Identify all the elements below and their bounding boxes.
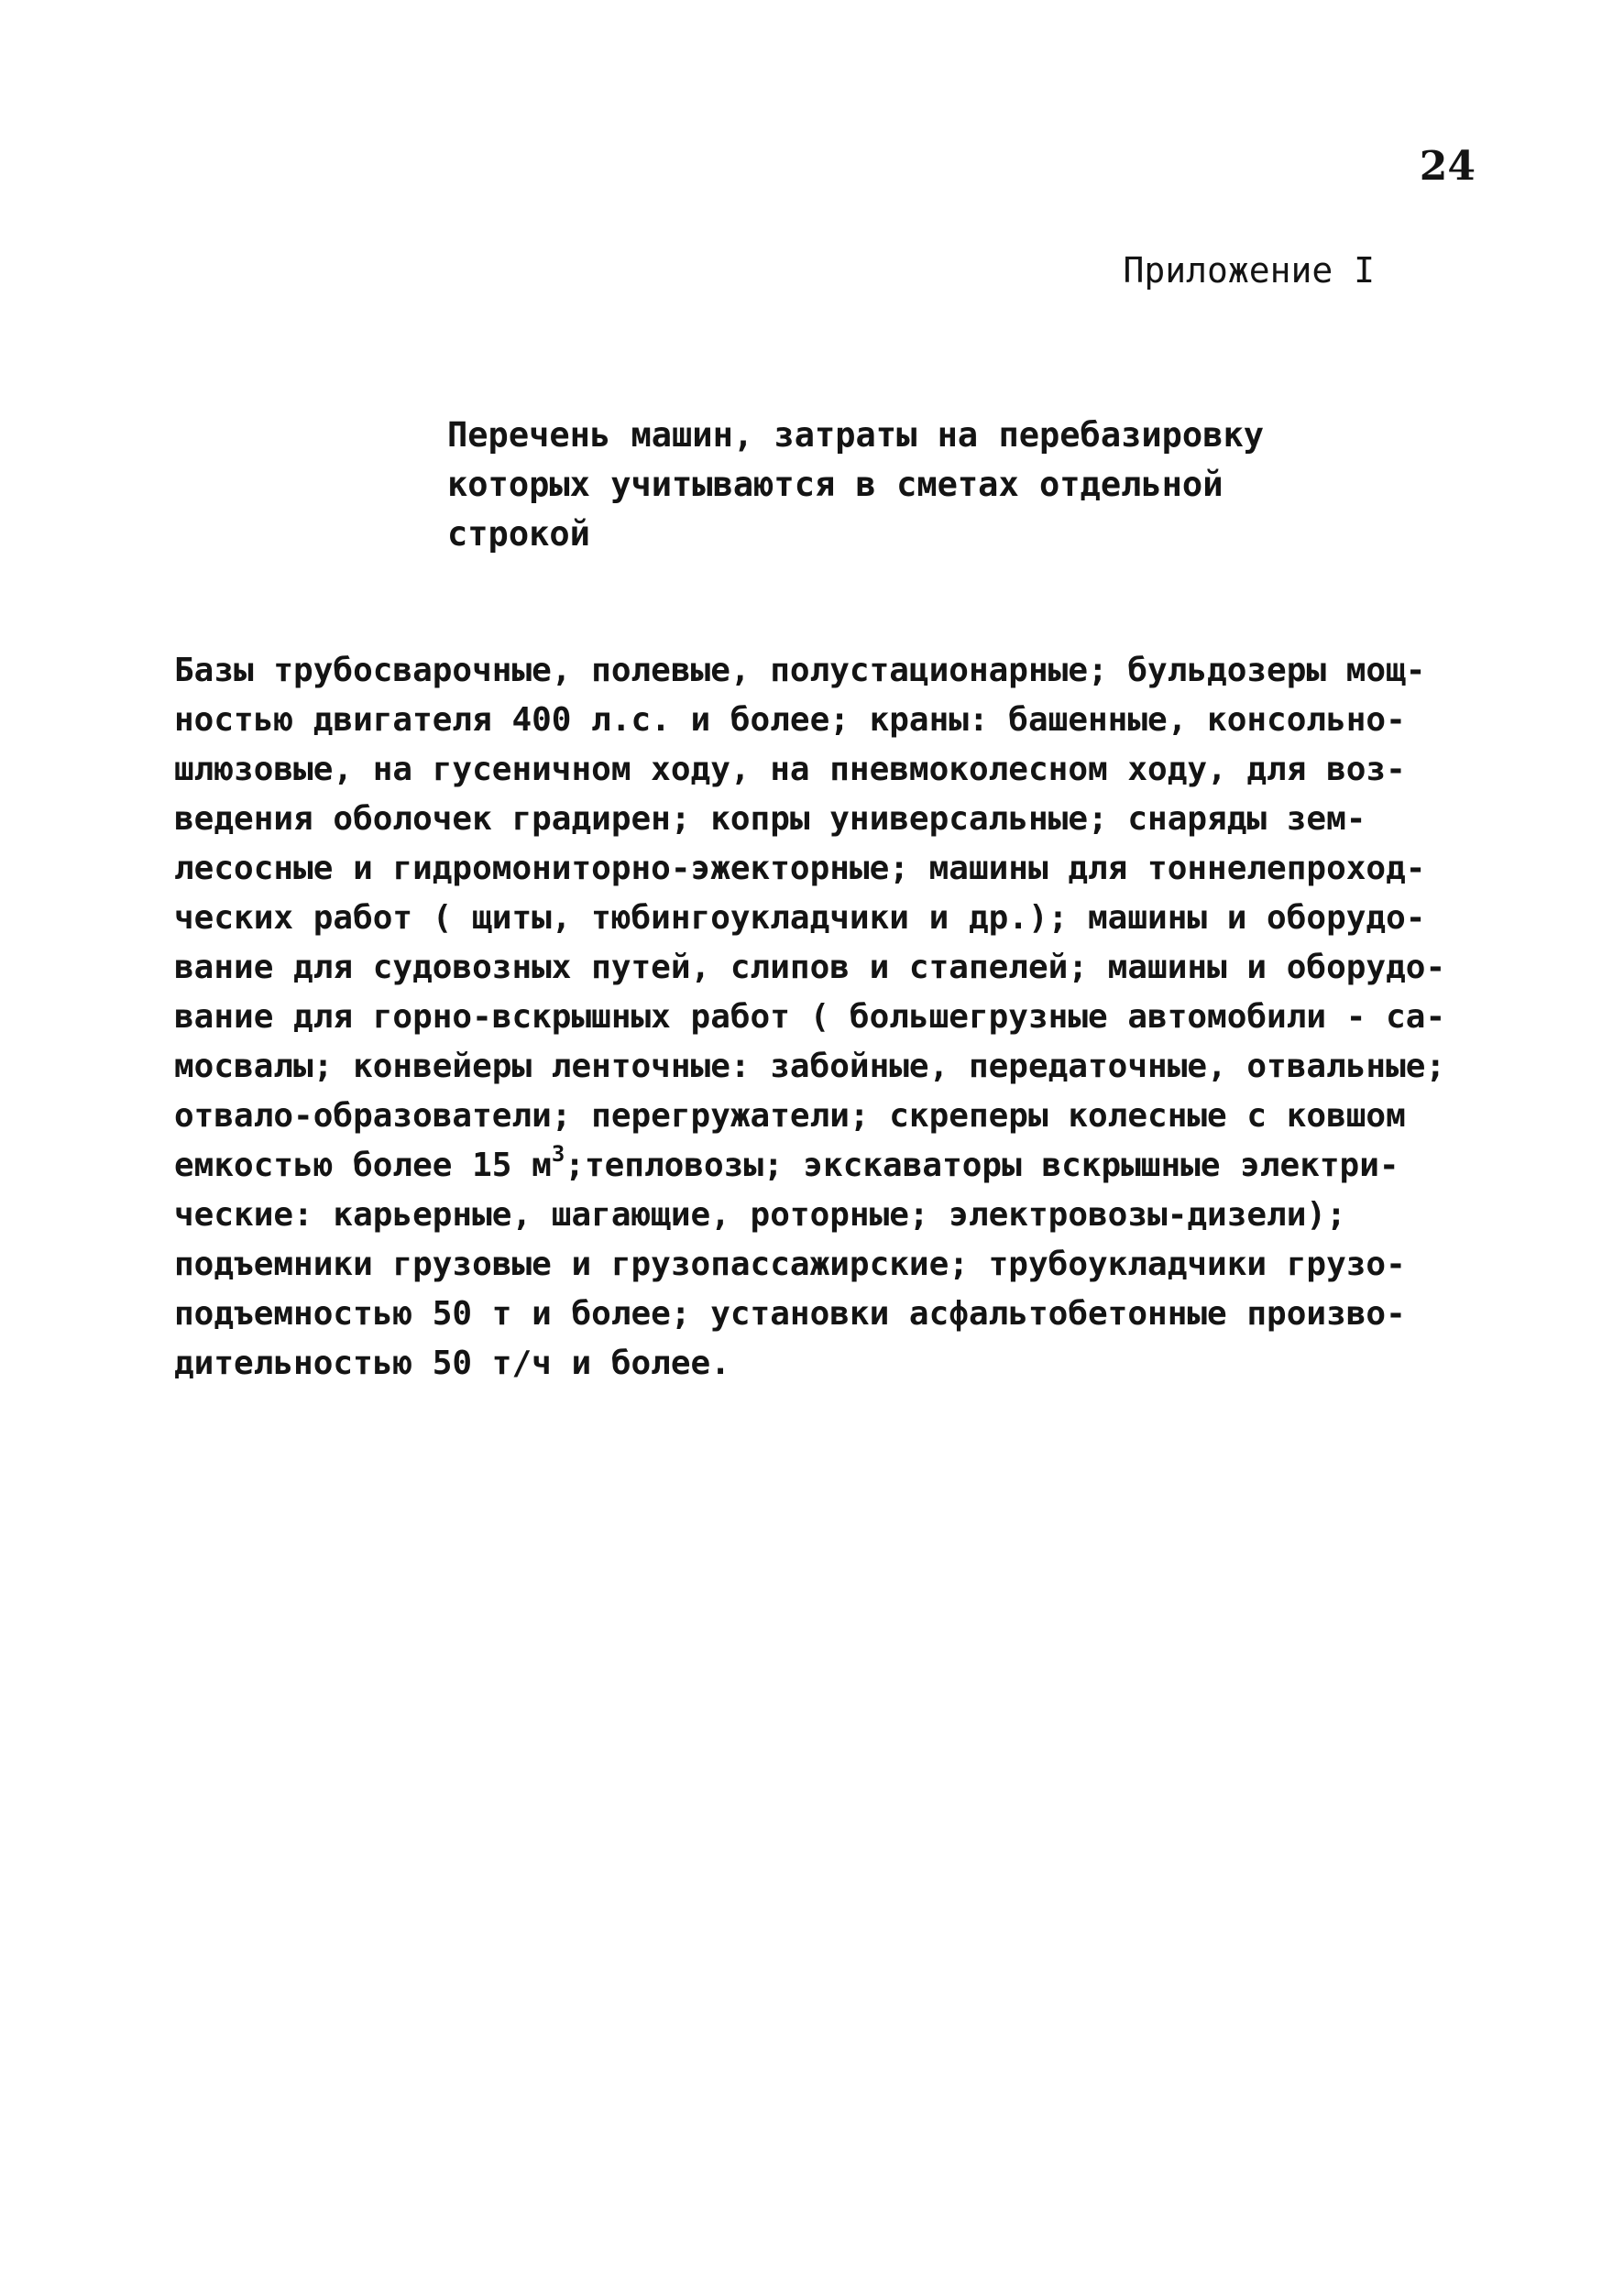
appendix-label: Приложение I — [1123, 250, 1375, 291]
title-line: строкой — [447, 514, 590, 554]
body-line: лесосные и гидромониторно-эжекторные; машины для тоннелепроход- — [174, 850, 1426, 887]
body-line: подъемностью 50 т и более; установки асфальтобетонные произво- — [174, 1295, 1406, 1333]
title-line: Перечень машин, затраты на перебазировку — [447, 415, 1265, 455]
body-line: ческие: карьерные, шагающие, роторные; электровозы-дизели); — [174, 1196, 1346, 1234]
body-paragraph — [174, 646, 1494, 1389]
document-title — [447, 411, 1309, 559]
body-text: ;тепловозы; экскаваторы вскрышные электри- — [565, 1147, 1399, 1184]
body-line: вание для горно-вскрышных работ ( большегрузные автомобили - са- — [174, 998, 1446, 1036]
body-line: отвало-образователи; перегружатели; скреперы колесные с ковшом — [174, 1097, 1406, 1135]
body-line: подъемники грузовые и грузопассажирские; трубоукладчики грузо- — [174, 1246, 1406, 1283]
body-line: ностью двигателя 400 л.с. и более; краны: башенные, консольно- — [174, 701, 1406, 739]
body-line: мосвалы; конвейеры ленточные: забойные, передаточные, отвальные; — [174, 1048, 1446, 1085]
body-text: емкостью более 15 м — [174, 1147, 552, 1184]
body-line: дительностью 50 т/ч и более. — [174, 1345, 730, 1382]
body-line: ведения оболочек градирен; копры универсальные; снаряды зем- — [174, 800, 1366, 838]
superscript-cubed: 3 — [551, 1141, 565, 1167]
page-number: 24 — [1419, 143, 1476, 190]
body-line: шлюзовые, на гусеничном ходу, на пневмоколесном ходу, для воз- — [174, 751, 1406, 788]
body-line-with-superscript — [174, 1141, 1494, 1191]
body-line: ческих работ ( щиты, тюбингоукладчики и др.); машины и оборудо- — [174, 899, 1426, 937]
body-line: вание для судовозных путей, слипов и стапелей; машины и оборудо- — [174, 949, 1446, 986]
title-line: которых учитываются в сметах отдельной — [447, 465, 1223, 504]
body-line: Базы трубосварочные, полевые, полустационарные; бульдозеры мощ- — [174, 652, 1426, 689]
